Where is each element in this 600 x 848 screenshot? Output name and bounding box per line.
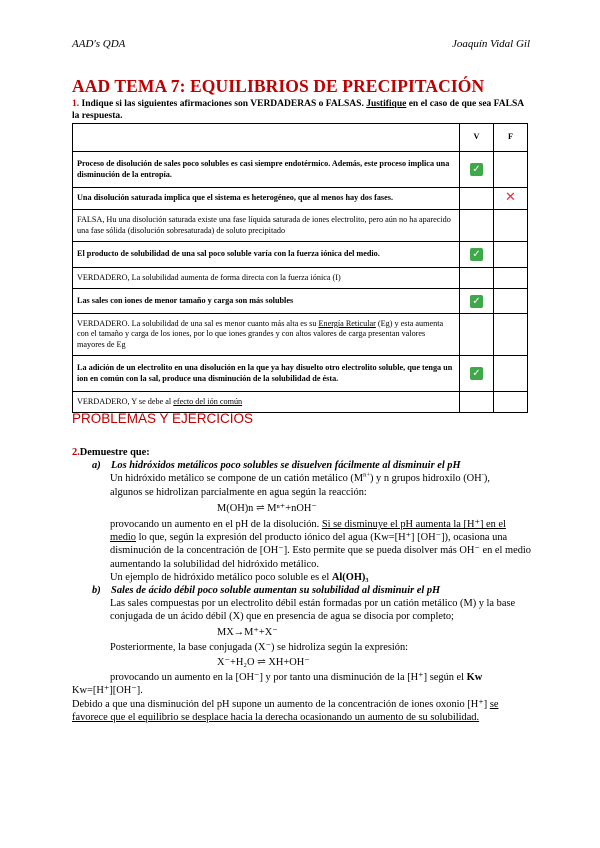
table-row xyxy=(73,242,528,268)
statement-1: Proceso de disolución de sales poco solubles es casi siempre endotérmico. Además, este proceso implica una disminución de la entropía. xyxy=(73,152,460,188)
part-b-p1: Las sales compuestas por un electrolito débil están formadas por un catión metálico (M) y la base conjugada de un ácido débil (X) que en presencia de agua se disocia por completo; xyxy=(110,598,516,623)
part-a-p1: Un hidróxido metálico se compone de un catión metálico $(M^{n+})$ y n grupos hidroxilo (OH-), xyxy=(110,471,490,485)
part-b-equation-2: X⁻+H₂O ⇌ XH+OH⁻ xyxy=(217,657,310,669)
part-a-title: a) Los hidróxidos metálicos poco solubles se disuelven fácilmente al disminuir el pH xyxy=(92,460,461,472)
part-a-p3: provocando un aumento en el pH de la disolución. Si se disminuye el pH aumenta la [H⁺] en el medio lo que, según la expresión del producto iónico del agua (Kw=[H⁺] [OH⁻]), ocasiona una disminución de la concentración de [OH⁻]. Esto permite que se pueda disolver más OH⁻ en el medio aumentando la solubilidad del hidróxido metálico. xyxy=(110,519,531,570)
part-b-kw: Kw=[H⁺][OH⁻]. xyxy=(72,685,143,697)
table-header-blank xyxy=(73,124,460,152)
check-icon: ✓ xyxy=(470,163,483,176)
question-1-number: 1. xyxy=(72,99,80,109)
table-row xyxy=(73,356,528,392)
section-title: PROBLEMAS Y EJERCICIOS xyxy=(72,411,254,426)
question-1-text-c: en el caso de que sea FALSA la respuesta. xyxy=(72,99,524,121)
check-icon: ✓ xyxy=(470,248,483,261)
question-1-text-b: Justifique xyxy=(366,99,407,109)
column-f-header: F xyxy=(494,124,528,152)
energia-reticular: Energía Reticular xyxy=(318,318,376,328)
answer-4: VERDADERO. La solubilidad de una sal es menor cuanto más alta es su Energía Reticular (Eg) y esta aumenta con el tamaño y carga de los iones, por lo que iones grandes y con altos valores de carga presentan valores mayores de Eg xyxy=(73,314,460,356)
part-b-p3: provocando un aumento en la [OH⁻] y por tanto una disminución de la [H⁺] según el Kw xyxy=(110,672,483,684)
conclusion: Debido a que una disminución del pH supone un aumento de la concentración de iones oxonio [H⁺] se favorece que el equilibrio se desplace hacia la derecha ocasionando un aumento de su solubilidad. xyxy=(72,698,499,723)
true-false-table xyxy=(72,123,528,413)
part-b-p2: Posteriormente, la base conjugada (X⁻) se hidroliza según la expresión: xyxy=(110,641,409,653)
statement-4: Las sales con iones de menor tamaño y carga son más solubles xyxy=(73,289,460,314)
cross-icon: ✕ xyxy=(505,189,516,205)
part-a-equation: M(OH)n ⇌ Mⁿ⁺+nOH⁻ xyxy=(217,502,317,514)
part-b-title: b) Sales de ácido débil poco soluble aumentan su solubilidad al disminuir el pH xyxy=(92,585,441,597)
answer-2: FALSA, Hu una disolución saturada existe una fase líquida saturada de iones electrolito, pero aún no ha aparecido una fase sólida (disolución sobresaturada) de soluto precipitado xyxy=(73,210,460,242)
efecto-ion-comun: efecto del ión común xyxy=(173,396,243,406)
answer-3: VERDADERO, La solubilidad aumenta de forma directa con la fuerza iónica (I) xyxy=(73,268,460,289)
table-row xyxy=(73,289,528,314)
statement-2: Una disolución saturada implica que el sistema es heterogéneo, que al menos hay dos fases. xyxy=(73,188,460,210)
answer-5: VERDADERO, Y se debe al efecto del ión común xyxy=(73,392,460,413)
part-a-p2: algunos se hidrolizan parcialmente en agua según la reacción: xyxy=(110,486,367,498)
table-row xyxy=(73,188,528,210)
question-2: 2.Demuestre que: xyxy=(72,447,150,458)
table-row xyxy=(73,152,528,188)
statement-3: El producto de solubilidad de una sal poco soluble varía con la fuerza iónica del medio. xyxy=(73,242,460,268)
problems-body xyxy=(72,446,532,724)
table-header-row xyxy=(73,124,528,152)
header-left: AAD's QDA xyxy=(72,38,126,50)
question-1 xyxy=(72,98,530,122)
check-icon: ✓ xyxy=(470,367,483,380)
table-row xyxy=(73,314,528,356)
page-title: AAD TEMA 7: EQUILIBRIOS DE PRECIPITACIÓN xyxy=(72,76,485,96)
table-row xyxy=(73,210,528,242)
column-v-header: V xyxy=(460,124,494,152)
header-right: Joaquín Vidal Gil xyxy=(451,38,530,50)
part-b-equation-1: MX→M⁺+X⁻ xyxy=(217,626,278,638)
part-a-p4: Un ejemplo de hidróxido metálico poco soluble es el Al(OH)₃ xyxy=(110,571,369,583)
table-row xyxy=(73,268,528,289)
question-1-text-a: Indique si las siguientes afirmaciones son VERDADERAS o FALSAS. xyxy=(79,99,367,109)
check-icon: ✓ xyxy=(470,295,483,308)
statement-5: La adición de un electrolito en una disolución en la que ya hay disuelto otro electrolito soluble, que tenga un ion en común con la sal, produce una disminución de la solubilidad de ésta. xyxy=(73,356,460,392)
table-row xyxy=(73,392,528,413)
